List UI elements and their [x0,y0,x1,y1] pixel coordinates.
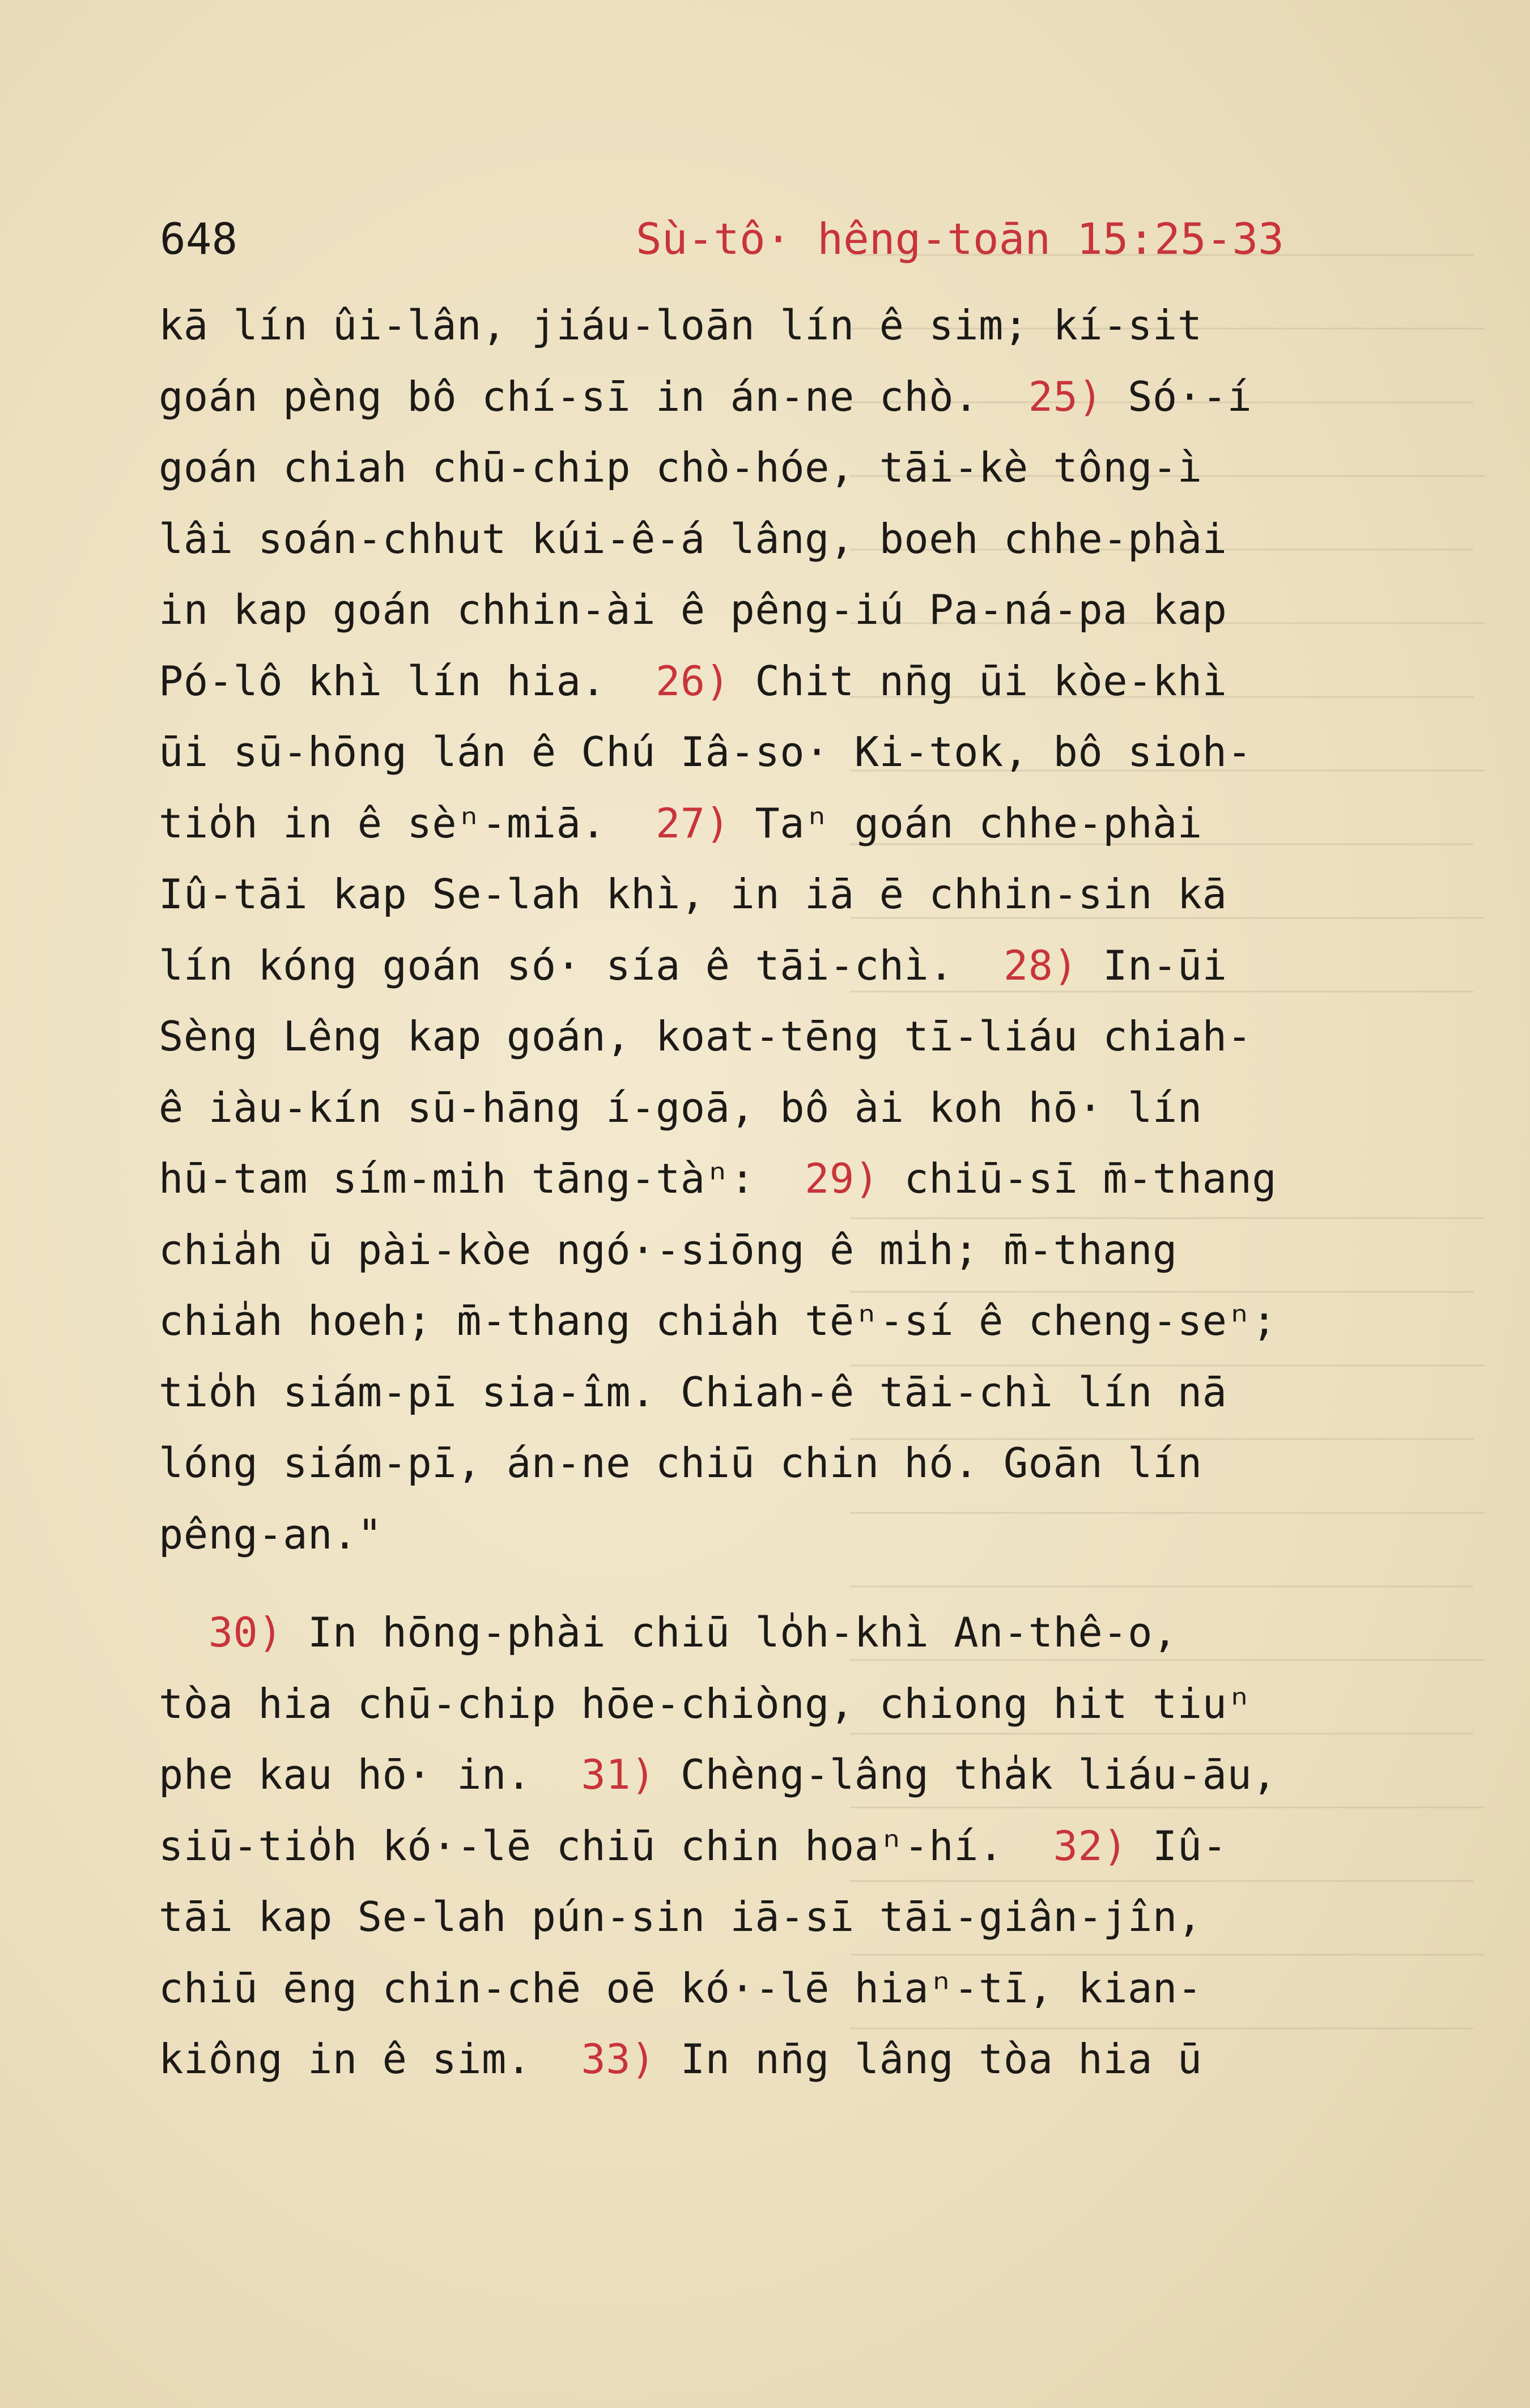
text-line [159,646,1462,717]
text-line [159,1597,1462,1669]
text-line [159,1357,1462,1428]
text-line [159,1882,1462,1953]
text-line [159,575,1462,646]
text-run: Pó-lô khì lín hia. [159,657,656,705]
page-number: 648 [160,214,238,264]
text-run: Taⁿ goán chhe-phài [730,799,1202,847]
text-run: Chit nn̄g ūi kòe-khì [730,657,1227,705]
text-run: tio̍h siám-pī sia-îm. Chiah-ê tāi-chì lín nā [159,1368,1227,1416]
text-line [159,1669,1462,1740]
text-line [159,1499,1462,1571]
text-run: lâi soán-chhut kúi-ê-á lâng, boeh chhe-phài [159,514,1227,563]
text-run: hū-tam sím-mih tāng-tàⁿ: [159,1155,805,1202]
paragraph-gap [159,1570,1462,1597]
text-run: chia̍h hoeh; m̄-thang chia̍h tēⁿ-sí ê cheng-seⁿ; [159,1297,1277,1345]
text-run: Só·-í [1103,372,1252,420]
verse-number: 31) [581,1751,656,1798]
text-run: Sèng Lêng kap goán, koat-tēng tī-liáu chiah- [159,1012,1252,1060]
text-run: siū-tio̍h kó·-lē chiū chin hoaⁿ-hí. [159,1822,1053,1870]
verse-number: 25) [1028,372,1103,420]
text-run: kiông in ê sim. [159,2035,581,2083]
text-run: ê iàu-kín sū-hāng í-goā, bô ài koh hō· lín [159,1083,1202,1131]
text-run: lóng siám-pī, án-ne chiū chin hó. Goān lín [159,1439,1202,1487]
text-run: chiū-sī m̄-thang [879,1155,1277,1202]
paragraph [159,290,1462,1570]
paragraph [159,1597,1462,2095]
text-run: tio̍h in ê sèⁿ-miā. [159,799,656,847]
text-line [159,859,1462,930]
text-run: Iû- [1128,1822,1227,1870]
text-line [159,1001,1462,1073]
text-line [159,1739,1462,1811]
page-header [160,211,1361,267]
text-run: chia̍h ū pài-kòe ngó·-siōng ê mi̍h; m̄-thang [159,1226,1178,1274]
text-run: In nn̄g lâng tòa hia ū [655,2035,1202,2083]
text-line [159,1953,1462,2024]
verse-number: 29) [805,1155,879,1202]
verse-number: 28) [1003,941,1078,989]
text-line [159,788,1462,860]
text-line [159,1286,1462,1357]
text-line [159,1073,1462,1144]
text-run: chiū ēng chin-chē oē kó·-lē hiaⁿ-tī, kian- [159,1964,1202,2012]
text-run: In hōng-phài chiū lo̍h-khì An-thê-o, [283,1609,1178,1656]
text-run: In-ūi [1078,941,1227,989]
verse-number: 33) [581,2035,656,2083]
text-line [159,504,1462,575]
text-run: tāi kap Se-lah pún-sin iā-sī tāi-giân-jîn, [159,1893,1202,1941]
verse-number: 30) [208,1609,283,1656]
text-line [159,930,1462,1002]
text-line [159,361,1462,433]
text-line [159,2024,1462,2095]
text-run: goán pèng bô chí-sī in án-ne chò. [159,372,1028,420]
text-run: Chèng-lâng tha̍k liáu-āu, [655,1751,1277,1798]
text-line [159,1215,1462,1286]
verse-number: 27) [655,799,730,847]
text-run: pêng-an." [159,1510,382,1558]
text-run: Iû-tāi kap Se-lah khì, in iā ē chhin-sin kā [159,870,1227,918]
text-line [159,1811,1462,1882]
running-head: Sù-tô· hêng-toān 15:25-33 [636,214,1284,264]
text-line [159,1143,1462,1215]
text-run: in kap goán chhin-ài ê pêng-iú Pa-ná-pa kap [159,586,1227,633]
text-line [159,1428,1462,1499]
text-line [159,290,1462,361]
text-run: goán chiah chū-chip chò-hóe, tāi-kè tông-ì [159,444,1202,491]
text-run: kā lín ûi-lân, jiáu-loān lín ê sim; kí-sit [159,301,1202,349]
text-run: lín kóng goán só· sía ê tāi-chì. [159,941,1004,989]
body-text [159,290,1462,2095]
verse-number: 32) [1053,1822,1128,1870]
text-line [159,717,1462,788]
text-run: ūi sū-hōng lán ê Chú Iâ-so· Ki-tok, bô sioh- [159,728,1252,776]
verse-number: 26) [655,657,730,705]
text-run: tòa hia chū-chip hōe-chiòng, chiong hit tiuⁿ [159,1679,1252,1728]
text-run [159,1609,209,1656]
text-line [159,432,1462,504]
text-run: phe kau hō· in. [159,1751,581,1798]
